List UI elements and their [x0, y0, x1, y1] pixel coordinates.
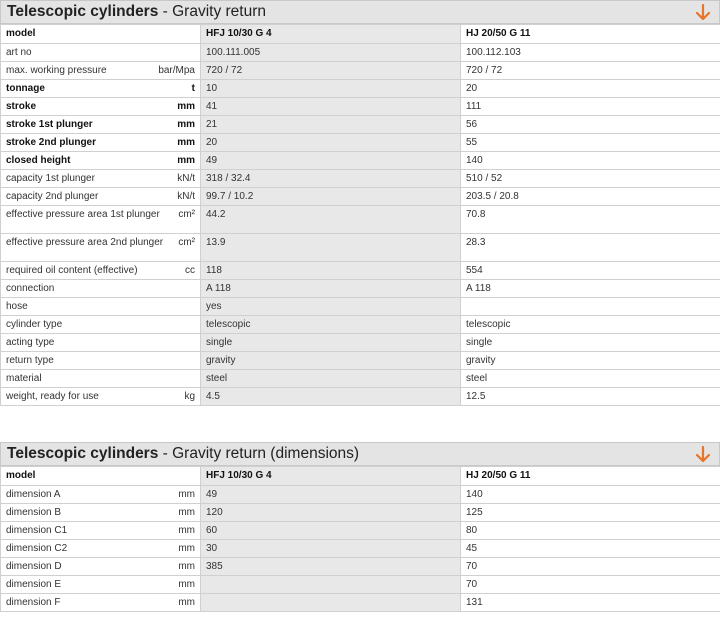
value-cell: 100.111.005: [201, 44, 461, 62]
property-cell: [1, 540, 201, 558]
value-cell: 41: [201, 98, 461, 116]
property-cell: [1, 576, 201, 594]
value-cell: 45: [461, 540, 720, 558]
table-row: [1, 152, 720, 170]
table-row: [1, 116, 720, 134]
table-row: [1, 388, 720, 406]
property-cell: [1, 188, 201, 206]
property-label: hose: [6, 300, 28, 312]
value-cell: 385: [201, 558, 461, 576]
down-arrow-icon[interactable]: [695, 446, 711, 463]
value-cell: 4.5: [201, 388, 461, 406]
unit-label: kg: [184, 390, 195, 402]
property-label: dimension D: [6, 560, 62, 572]
model-header-cell: model: [1, 25, 201, 44]
unit-label: mm: [178, 488, 195, 500]
unit-label: mm: [177, 136, 195, 148]
value-cell: 70: [461, 558, 720, 576]
property-label: art no: [6, 46, 32, 58]
property-label: effective pressure area 1st plunger: [6, 209, 160, 220]
value-cell: 30: [201, 540, 461, 558]
property-cell: [1, 44, 201, 62]
property-label: connection: [6, 282, 55, 294]
value-cell: gravity: [201, 352, 461, 370]
property-cell: [1, 80, 201, 98]
table-row: [1, 576, 720, 594]
property-label: stroke 1st plunger: [6, 118, 93, 130]
property-cell: [1, 298, 201, 316]
value-cell: 56: [461, 116, 720, 134]
property-cell: [1, 370, 201, 388]
value-cell: 510 / 52: [461, 170, 720, 188]
property-label: effective pressure area 2nd plunger: [6, 237, 164, 248]
model-name-cell: HFJ 10/30 G 4: [201, 25, 461, 44]
table-header-row: [1, 467, 720, 486]
table-row: [1, 298, 720, 316]
table-row: [1, 134, 720, 152]
table-row: [1, 280, 720, 298]
property-label: cylinder type: [6, 318, 63, 330]
property-label: tonnage: [6, 82, 45, 94]
value-cell: 20: [201, 134, 461, 152]
unit-label: mm: [177, 100, 195, 112]
property-label: dimension F: [6, 596, 61, 608]
table-row: [1, 522, 720, 540]
value-cell: 21: [201, 116, 461, 134]
table-row: [1, 262, 720, 280]
value-cell: 131: [461, 594, 720, 612]
property-label: return type: [6, 354, 54, 366]
value-cell: 125: [461, 504, 720, 522]
table-row: [1, 62, 720, 80]
value-cell: 140: [461, 152, 720, 170]
model-header-cell: model: [1, 467, 201, 486]
property-cell: [1, 152, 201, 170]
property-cell: [1, 316, 201, 334]
property-cell: [1, 206, 201, 234]
value-cell: A 118: [201, 280, 461, 298]
unit-label: mm: [178, 596, 195, 608]
property-cell: [1, 134, 201, 152]
property-label: capacity 2nd plunger: [6, 190, 99, 202]
unit-label: cm²: [178, 209, 195, 220]
value-cell: 99.7 / 10.2: [201, 188, 461, 206]
unit-label: cc: [185, 264, 195, 276]
value-cell: [201, 594, 461, 612]
property-label: dimension C2: [6, 542, 68, 554]
section-title: Telescopic cylinders - Gravity return (dimensions): [7, 445, 360, 462]
value-cell: 60: [201, 522, 461, 540]
unit-label: mm: [178, 578, 195, 590]
table-row: [1, 234, 720, 262]
table-row: [1, 316, 720, 334]
value-cell: 44.2: [201, 206, 461, 234]
property-label: dimension C1: [6, 524, 68, 536]
unit-label: kN/t: [177, 172, 195, 184]
value-cell: 318 / 32.4: [201, 170, 461, 188]
property-cell: [1, 334, 201, 352]
property-cell: [1, 352, 201, 370]
value-cell: steel: [461, 370, 720, 388]
value-cell: 13.9: [201, 234, 461, 262]
property-cell: [1, 116, 201, 134]
property-cell: [1, 280, 201, 298]
value-cell: yes: [201, 298, 461, 316]
value-cell: [201, 576, 461, 594]
unit-label: t: [191, 82, 195, 94]
property-label: stroke: [6, 100, 37, 112]
property-cell: [1, 522, 201, 540]
value-cell: 720 / 72: [461, 62, 720, 80]
property-cell: [1, 170, 201, 188]
specs-table: [0, 24, 720, 406]
value-cell: 203.5 / 20.8: [461, 188, 720, 206]
dimensions-section: [0, 442, 720, 612]
table-row: [1, 558, 720, 576]
table-row: [1, 486, 720, 504]
value-cell: 118: [201, 262, 461, 280]
unit-label: mm: [178, 524, 195, 536]
value-cell: [461, 298, 720, 316]
table-row: [1, 80, 720, 98]
value-cell: 111: [461, 98, 720, 116]
value-cell: 12.5: [461, 388, 720, 406]
value-cell: 55: [461, 134, 720, 152]
value-cell: 120: [201, 504, 461, 522]
unit-label: bar/Mpa: [158, 64, 195, 76]
unit-label: cm²: [178, 237, 195, 248]
table-row: [1, 540, 720, 558]
value-cell: telescopic: [201, 316, 461, 334]
property-cell: [1, 504, 201, 522]
down-arrow-icon[interactable]: [695, 4, 711, 21]
table-row: [1, 504, 720, 522]
section-header: [0, 442, 720, 466]
value-cell: A 118: [461, 280, 720, 298]
property-cell: [1, 388, 201, 406]
value-cell: 720 / 72: [201, 62, 461, 80]
table-row: [1, 170, 720, 188]
model-name-cell: HJ 20/50 G 11: [461, 467, 720, 486]
unit-label: mm: [178, 506, 195, 518]
property-label: dimension E: [6, 578, 62, 590]
value-cell: 28.3: [461, 234, 720, 262]
property-cell: [1, 594, 201, 612]
property-label: dimension B: [6, 506, 62, 518]
property-label: material: [6, 372, 42, 384]
value-cell: 49: [201, 486, 461, 504]
model-name-cell: HFJ 10/30 G 4: [201, 467, 461, 486]
property-label: dimension A: [6, 488, 61, 500]
table-row: [1, 594, 720, 612]
value-cell: 20: [461, 80, 720, 98]
value-cell: single: [461, 334, 720, 352]
dimensions-table: [0, 466, 720, 612]
value-cell: 70: [461, 576, 720, 594]
table-row: [1, 44, 720, 62]
property-label: closed height: [6, 154, 71, 166]
value-cell: 140: [461, 486, 720, 504]
property-cell: [1, 558, 201, 576]
value-cell: 70.8: [461, 206, 720, 234]
value-cell: 554: [461, 262, 720, 280]
property-cell: [1, 262, 201, 280]
value-cell: steel: [201, 370, 461, 388]
table-row: [1, 206, 720, 234]
property-cell: [1, 486, 201, 504]
section-title: Telescopic cylinders - Gravity return: [7, 3, 267, 20]
unit-label: mm: [178, 542, 195, 554]
section-header: [0, 0, 720, 24]
value-cell: 49: [201, 152, 461, 170]
property-label: weight, ready for use: [6, 390, 99, 402]
property-label: max. working pressure: [6, 64, 107, 76]
unit-label: mm: [178, 560, 195, 572]
value-cell: 100.112.103: [461, 44, 720, 62]
value-cell: telescopic: [461, 316, 720, 334]
model-name-cell: HJ 20/50 G 11: [461, 25, 720, 44]
table-row: [1, 188, 720, 206]
table-row: [1, 98, 720, 116]
value-cell: single: [201, 334, 461, 352]
property-label: acting type: [6, 336, 55, 348]
table-header-row: [1, 25, 720, 44]
unit-label: mm: [177, 154, 195, 166]
value-cell: 80: [461, 522, 720, 540]
property-label: required oil content (effective): [6, 264, 138, 276]
property-label: stroke 2nd plunger: [6, 136, 97, 148]
unit-label: mm: [177, 118, 195, 130]
value-cell: 10: [201, 80, 461, 98]
table-row: [1, 334, 720, 352]
unit-label: kN/t: [177, 190, 195, 202]
value-cell: gravity: [461, 352, 720, 370]
property-cell: [1, 98, 201, 116]
property-cell: [1, 234, 201, 262]
property-cell: [1, 62, 201, 80]
table-row: [1, 370, 720, 388]
property-label: capacity 1st plunger: [6, 172, 95, 184]
table-row: [1, 352, 720, 370]
